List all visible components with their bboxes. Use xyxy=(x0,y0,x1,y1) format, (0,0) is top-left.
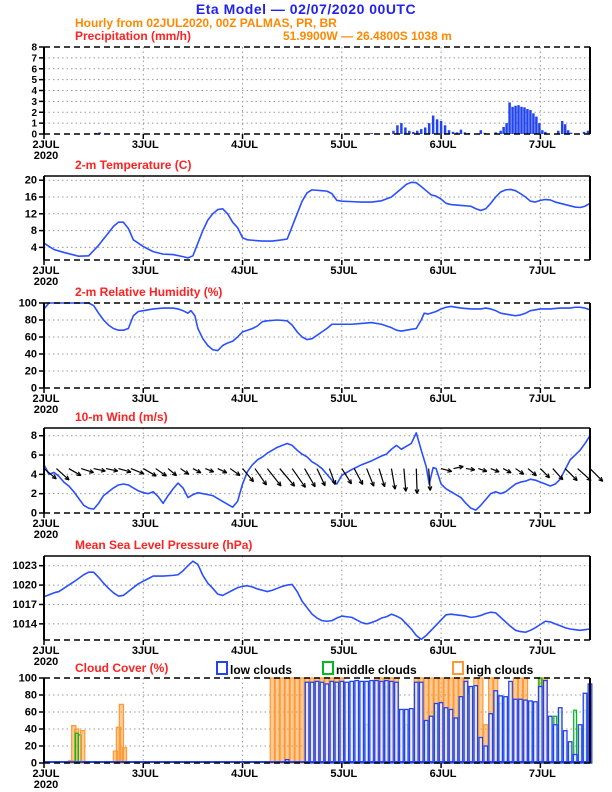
svg-text:4JUL: 4JUL xyxy=(231,139,258,151)
svg-text:6JUL: 6JUL xyxy=(429,393,457,405)
svg-text:20: 20 xyxy=(24,740,37,753)
svg-text:8: 8 xyxy=(31,42,37,54)
svg-text:0: 0 xyxy=(30,382,37,395)
svg-text:8: 8 xyxy=(30,225,37,238)
svg-text:2020: 2020 xyxy=(33,150,59,162)
svg-text:6: 6 xyxy=(31,64,37,76)
svg-text:2020: 2020 xyxy=(33,529,59,541)
svg-text:3JUL: 3JUL xyxy=(131,518,159,530)
svg-text:2: 2 xyxy=(31,107,37,119)
svg-text:6JUL: 6JUL xyxy=(429,645,457,657)
svg-text:100: 100 xyxy=(18,672,37,685)
svg-text:5JUL: 5JUL xyxy=(330,265,358,277)
svg-text:7JUL: 7JUL xyxy=(528,518,556,530)
svg-text:1017: 1017 xyxy=(12,598,37,611)
svg-text:4: 4 xyxy=(30,241,37,254)
svg-text:100: 100 xyxy=(18,297,37,310)
svg-text:2: 2 xyxy=(30,488,37,501)
svg-text:1020: 1020 xyxy=(12,579,37,592)
svg-text:4JUL: 4JUL xyxy=(231,645,258,657)
svg-text:2JUL: 2JUL xyxy=(32,645,60,657)
panel-title-pressure: Mean Sea Level Pressure (hPa) xyxy=(75,538,253,552)
svg-text:6: 6 xyxy=(30,449,37,462)
svg-text:7JUL: 7JUL xyxy=(528,139,556,151)
svg-text:3JUL: 3JUL xyxy=(131,768,159,780)
panel-title-wind: 10-m Wind (m/s) xyxy=(75,410,168,424)
svg-text:2JUL: 2JUL xyxy=(32,768,60,780)
svg-text:4JUL: 4JUL xyxy=(231,768,258,780)
svg-text:2020: 2020 xyxy=(33,276,59,288)
panel-title-clouds: Cloud Cover (%) xyxy=(75,661,169,675)
svg-text:5JUL: 5JUL xyxy=(330,645,358,657)
svg-text:40: 40 xyxy=(24,348,37,361)
svg-text:2020: 2020 xyxy=(33,656,59,668)
svg-text:6JUL: 6JUL xyxy=(429,518,457,530)
panel-title-humidity: 2-m Relative Humidity (%) xyxy=(75,285,223,299)
svg-text:7JUL: 7JUL xyxy=(528,768,556,780)
svg-text:5JUL: 5JUL xyxy=(330,518,358,530)
svg-text:4: 4 xyxy=(31,86,37,97)
svg-text:2JUL: 2JUL xyxy=(32,139,60,151)
svg-text:8: 8 xyxy=(30,430,37,443)
svg-text:60: 60 xyxy=(24,331,37,344)
legend-high-clouds: high clouds xyxy=(452,661,533,677)
svg-text:40: 40 xyxy=(24,723,37,736)
station-coordinates: 51.9900W — 26.4800S 1038 m xyxy=(283,29,452,43)
page-title: Eta Model — 02/07/2020 00UTC xyxy=(195,1,417,17)
svg-text:80: 80 xyxy=(24,689,37,702)
legend-middle-clouds: middle clouds xyxy=(322,661,417,677)
svg-text:80: 80 xyxy=(24,314,37,327)
svg-text:5: 5 xyxy=(31,75,37,87)
svg-text:2JUL: 2JUL xyxy=(32,518,60,530)
svg-text:6JUL: 6JUL xyxy=(429,139,457,151)
svg-text:2JUL: 2JUL xyxy=(32,393,60,405)
svg-text:2020: 2020 xyxy=(33,779,59,791)
svg-text:60: 60 xyxy=(24,706,37,719)
svg-text:7JUL: 7JUL xyxy=(528,265,556,277)
svg-text:16: 16 xyxy=(24,191,37,204)
svg-text:12: 12 xyxy=(24,208,37,221)
svg-text:2JUL: 2JUL xyxy=(32,265,60,277)
legend-low-clouds: low clouds xyxy=(216,661,292,677)
header-subtitle: Hourly from 02JUL2020, 00Z PALMAS, PR, BR xyxy=(75,16,337,30)
svg-text:0: 0 xyxy=(31,129,37,141)
svg-text:7JUL: 7JUL xyxy=(528,393,556,405)
svg-text:5JUL: 5JUL xyxy=(330,393,358,405)
panel-title-temperature: 2-m Temperature (C) xyxy=(75,158,192,172)
svg-text:4JUL: 4JUL xyxy=(231,265,258,277)
svg-text:0: 0 xyxy=(30,507,37,520)
svg-text:7JUL: 7JUL xyxy=(528,645,556,657)
svg-text:4: 4 xyxy=(30,468,37,481)
svg-text:5JUL: 5JUL xyxy=(330,139,358,151)
svg-text:3JUL: 3JUL xyxy=(131,645,159,657)
svg-text:3JUL: 3JUL xyxy=(131,139,159,151)
svg-text:0: 0 xyxy=(30,757,37,770)
svg-text:1023: 1023 xyxy=(12,560,37,573)
svg-text:4JUL: 4JUL xyxy=(231,393,258,405)
svg-text:3JUL: 3JUL xyxy=(131,393,159,405)
svg-text:6JUL: 6JUL xyxy=(429,768,457,780)
svg-text:2020: 2020 xyxy=(33,404,59,416)
svg-text:7: 7 xyxy=(31,53,37,65)
svg-text:1: 1 xyxy=(31,118,37,130)
svg-text:6JUL: 6JUL xyxy=(429,265,457,277)
svg-text:3JUL: 3JUL xyxy=(131,265,159,277)
svg-text:1014: 1014 xyxy=(12,618,37,631)
svg-text:3: 3 xyxy=(31,96,37,108)
svg-text:20: 20 xyxy=(24,174,37,187)
svg-text:20: 20 xyxy=(24,365,37,378)
svg-text:5JUL: 5JUL xyxy=(330,768,358,780)
svg-text:4JUL: 4JUL xyxy=(231,518,258,530)
panel-title-precipitation: Precipitation (mm/h) xyxy=(75,29,192,43)
